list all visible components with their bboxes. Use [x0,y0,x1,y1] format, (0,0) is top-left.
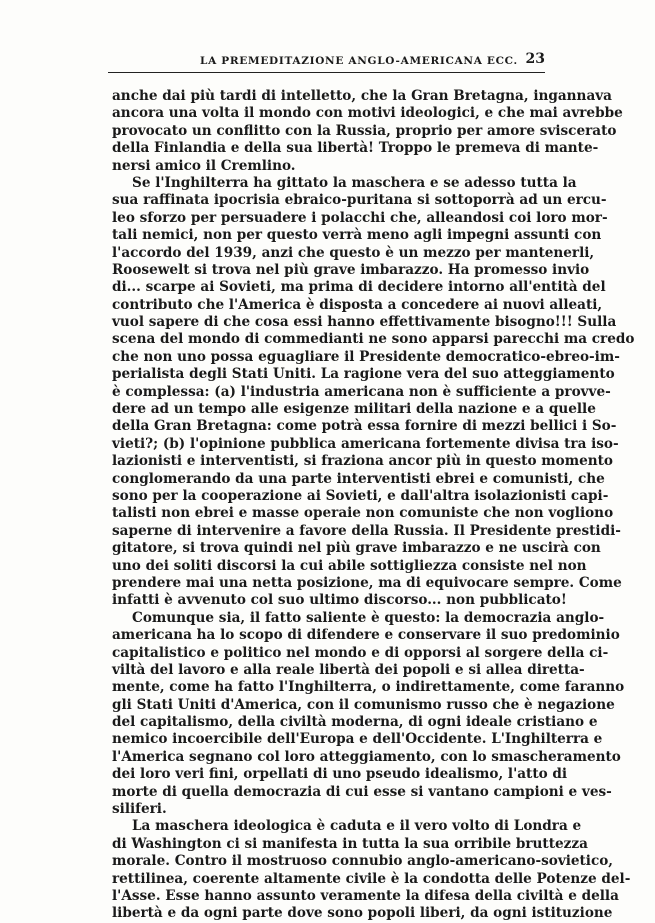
text-line: di Washington ci si manifesta in tutta la sua orribile bruttezza [112,835,588,852]
page-number: 23 [525,51,545,67]
text-line: gli Stati Uniti d'America, con il comunismo russo che è negazione [112,696,615,713]
paragraph [112,88,623,175]
text-line: di... scarpe ai Sovieti, ma prima di decidere intorno all'entità del [112,279,606,296]
text-line: nemico incoercibile dell'Europa e dell'Occidente. L'Inghilterra e [112,731,603,748]
text-line: anche dai più tardi di intelletto, che la Gran Bretagna, ingannava [112,88,612,104]
text-line: dere ad un tempo alle esigenze militari della nazione e a quelle [112,401,596,418]
text-line: americana ha lo scopo di difendere e conservare il suo predominio [112,627,620,644]
text-line: La maschera ideologica è caduta e il vero volto di Londra e [132,818,582,835]
text-line: l'accordo del 1939, anzi che questo è un mezzo per mantenerli, [112,244,595,261]
text-line: siliferi. [112,801,167,818]
text-line: è complessa: (a) l'industria americana non è sufficiente a provve- [112,383,611,400]
text-line: vuol sapere di che cosa essi hanno effettivamente bisogno!!! Sulla [112,314,617,331]
text-line: infatti è avvenuto col suo ultimo discorso... non pubblicato! [112,592,567,609]
text-line: prendere mai una netta posizione, ma di equivocare sempre. Come [112,574,622,591]
text-line: sua raffinata ipocrisia ebraico-puritana si sottoporrà ad un ercu- [112,192,607,209]
text-line: perialista degli Stati Uniti. La ragione vera del suo atteggiamento [112,366,615,383]
text-line: vieti?; (b) l'opinione pubblica americana fortemente divisa tra iso- [112,435,619,452]
text-line: capitalistico e politico nel mondo e di opporsi al sorgere della ci- [112,644,609,661]
running-title: LA PREMEDITAZIONE ANGLO-AMERICANA ECC. [200,55,518,67]
paragraph [112,818,631,922]
text-line: saperne di intervenire a favore della Russia. Il Presidente prestidi- [112,522,621,539]
text-line: uno dei soliti discorsi la cui abile sottigliezza consiste nel non [112,557,587,574]
text-line: della Gran Bretagna: come potrà essa fornire di mezzi bellici i So- [112,418,617,435]
text-line: sono per la cooperazione ai Sovieti, e dall'altra isolazionisti capi- [112,487,609,504]
text-line: Comunque sia, il fatto saliente è questo: la democrazia anglo- [132,609,605,626]
text-line: del capitalismo, della civiltà moderna, di ogni ideale cristiano e [112,714,598,731]
text-line: morale. Contro il mostruoso connubio anglo-americano-sovietico, [112,853,614,870]
text-line: nersi amico il Cremlino. [112,157,296,174]
text-line: mente, come ha fatto l'Inghilterra, o indirettamente, come faranno [112,679,625,696]
text-line: libertà e da ogni parte dove sono popoli liberi, da ogni istituzione [112,905,613,922]
text-line: scena del mondo di commedianti ne sono apparsi parecchi ma credo [112,331,635,348]
text-line: conglomerando da una parte interventisti ebrei e comunisti, che [112,470,605,487]
text-line: lazionisti e interventisti, si fraziona ancor più in questo momento [112,453,613,470]
text-line: della Finlandia e della sua libertà! Troppo le premeva di mante- [112,140,599,157]
text-line: Se l'Inghilterra ha gittato la maschera e se adesso tutta la [132,174,577,191]
text-line: dei loro veri fini, orpellati di uno pseudo idealismo, l'atto di [112,766,568,783]
text-line: viltà del lavoro e alla reale libertà dei popoli e si allea diretta- [112,661,585,678]
text-line: ancora una volta il mondo con motivi ideologici, e che mai avrebbe [112,105,623,122]
text-line: morte di quella democrazia di cui esse si vantano campioni e ves- [112,783,612,800]
header-rule [108,72,545,73]
text-line: l'Asse. Esse hanno assunto veramente la difesa della civiltà e della [112,887,619,904]
text-line: talisti non ebrei e masse operaie non comuniste che non vogliono [112,505,614,522]
text-line: provocato un conflitto con la Russia, proprio per amore sviscerato [112,122,617,139]
text-line: che non uno possa eguagliare il Presidente democratico-ebreo-im- [112,348,620,365]
text-line: gitatore, si trova quindi nel più grave imbarazzo e ne uscirà con [112,540,601,557]
text-line: l'America segnano col loro atteggiamento, con lo smascheramento [112,748,621,765]
text-line: contributo che l'America è disposta a concedere ai nuovi alleati, [112,296,603,313]
paragraph [112,174,635,610]
text-line: leo sforzo per persuadere i polacchi che, alleandosi coi loro mor- [112,209,608,226]
text-line: rettilinea, coerente altamente civile è la condotta delle Potenze del- [112,870,631,887]
text-line: tali nemici, non per questo verrà meno agli impegni assunti con [112,227,602,244]
page-header [108,53,545,71]
paragraph [112,609,625,819]
text-line: Roosewelt si trova nel più grave imbarazzo. Ha promesso invio [112,261,590,278]
body-text [112,88,635,923]
